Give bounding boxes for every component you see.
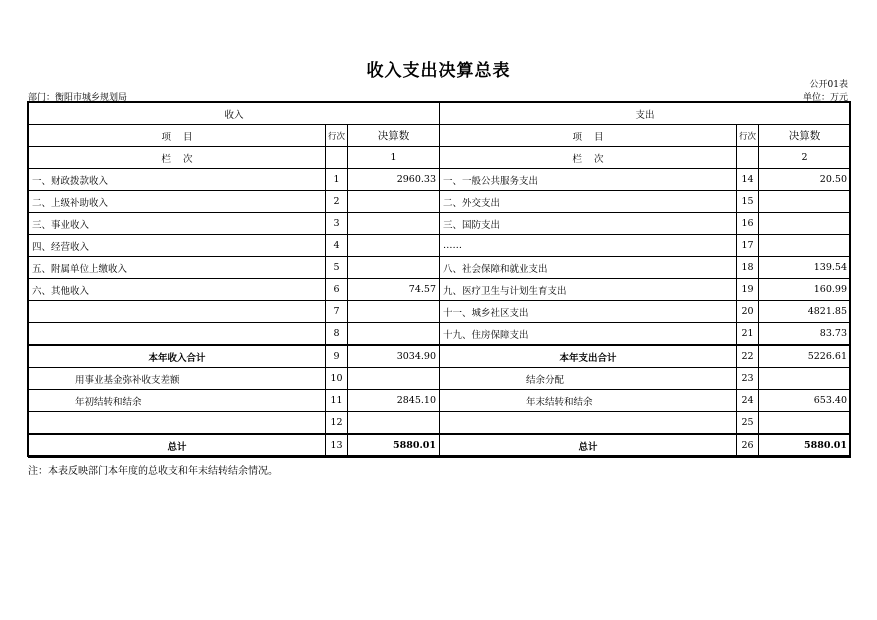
- income-amount: [348, 257, 440, 279]
- expense-row-number: 17: [737, 235, 759, 257]
- expense-item: 十九、住房保障支出: [440, 323, 737, 346]
- expense-amount: [759, 368, 851, 390]
- income-amount: [348, 213, 440, 235]
- table-row: [29, 368, 851, 390]
- expense-row-number: 15: [737, 191, 759, 213]
- income-row-number: 9: [326, 345, 348, 368]
- expense-item: [440, 412, 737, 435]
- income-item: [29, 301, 326, 323]
- expense-rowno-header: 行次: [737, 125, 759, 147]
- expense-item: 年末结转和结余: [440, 390, 737, 412]
- income-row-number: 3: [326, 213, 348, 235]
- income-col-label: 栏 次: [29, 147, 326, 169]
- income-amount: 5880.01: [348, 434, 440, 457]
- table-row: [29, 169, 851, 191]
- expense-amount: [759, 191, 851, 213]
- income-amount: 3034.90: [348, 345, 440, 368]
- income-row-number: 4: [326, 235, 348, 257]
- expense-item: 本年支出合计: [440, 345, 737, 368]
- income-amount: [348, 235, 440, 257]
- expense-row-number: 19: [737, 279, 759, 301]
- income-amount: 2960.33: [348, 169, 440, 191]
- page-title: 收入支出决算总表: [366, 61, 511, 81]
- expense-amount: 5226.61: [759, 345, 851, 368]
- income-row-number: 5: [326, 257, 348, 279]
- expense-row-number: 26: [737, 434, 759, 457]
- expense-item: 八、社会保障和就业支出: [440, 257, 737, 279]
- income-amount: 2845.10: [348, 390, 440, 412]
- budget-summary-table: [28, 102, 851, 458]
- table-row: [29, 301, 851, 323]
- form-number: 公开01表: [809, 80, 848, 90]
- expense-row-number: 23: [737, 368, 759, 390]
- income-rowno-header: 行次: [326, 125, 348, 147]
- income-item: 一、财政拨款收入: [29, 169, 326, 191]
- expense-amount: 83.73: [759, 323, 851, 346]
- expense-item: 结余分配: [440, 368, 737, 390]
- expense-col-number: 2: [759, 147, 851, 169]
- table-row: [29, 323, 851, 346]
- expense-col-empty: [737, 147, 759, 169]
- income-item: 总计: [29, 434, 326, 457]
- income-item: 四、经营收入: [29, 235, 326, 257]
- income-item: 二、上级补助收入: [29, 191, 326, 213]
- expense-amount: 20.50: [759, 169, 851, 191]
- income-row-number: 12: [326, 412, 348, 435]
- expense-item: 一、一般公共服务支出: [440, 169, 737, 191]
- income-item: [29, 323, 326, 346]
- expense-row-number: 20: [737, 301, 759, 323]
- unit-label: 单位：万元: [802, 93, 848, 103]
- expense-item: ……: [440, 235, 737, 257]
- expense-item: 九、医疗卫生与计划生育支出: [440, 279, 737, 301]
- income-item: 用事业基金弥补收支差额: [29, 368, 326, 390]
- footnote: 注：本表反映部门本年度的总收支和年末结转结余情况。: [28, 466, 278, 477]
- income-item: 五、附属单位上缴收入: [29, 257, 326, 279]
- expense-item: 三、国防支出: [440, 213, 737, 235]
- expense-row-number: 16: [737, 213, 759, 235]
- income-item: 年初结转和结余: [29, 390, 326, 412]
- income-row-number: 6: [326, 279, 348, 301]
- expense-row-number: 14: [737, 169, 759, 191]
- income-amount: [348, 191, 440, 213]
- expense-row-number: 25: [737, 412, 759, 435]
- table-row: [29, 213, 851, 235]
- income-amount: [348, 323, 440, 346]
- table-row: [29, 235, 851, 257]
- expense-item: 总计: [440, 434, 737, 457]
- income-item: 本年收入合计: [29, 345, 326, 368]
- expense-col-label: 栏 次: [440, 147, 737, 169]
- expense-amount: 653.40: [759, 390, 851, 412]
- table-row: [29, 257, 851, 279]
- income-item: [29, 412, 326, 435]
- income-amount: 74.57: [348, 279, 440, 301]
- income-amount-header: 决算数: [348, 125, 440, 147]
- income-item-header: 项 目: [29, 125, 326, 147]
- expense-row-number: 22: [737, 345, 759, 368]
- table-row: [29, 279, 851, 301]
- expense-row-number: 24: [737, 390, 759, 412]
- income-item: 六、其他收入: [29, 279, 326, 301]
- expense-amount-header: 决算数: [759, 125, 851, 147]
- table-row: [29, 191, 851, 213]
- income-amount: [348, 301, 440, 323]
- expense-amount: [759, 412, 851, 435]
- expense-amount: 5880.01: [759, 434, 851, 457]
- income-header: 收入: [29, 103, 440, 125]
- expense-item-header: 项 目: [440, 125, 737, 147]
- income-col-empty: [326, 147, 348, 169]
- expense-amount: [759, 235, 851, 257]
- table-row: [29, 412, 851, 435]
- income-row-number: 8: [326, 323, 348, 346]
- expense-amount: 4821.85: [759, 301, 851, 323]
- expense-row-number: 18: [737, 257, 759, 279]
- income-row-number: 7: [326, 301, 348, 323]
- income-row-number: 13: [326, 434, 348, 457]
- department-label: 部门：衡阳市城乡规划局: [28, 93, 128, 103]
- income-row-number: 10: [326, 368, 348, 390]
- expense-item: 二、外交支出: [440, 191, 737, 213]
- income-row-number: 1: [326, 169, 348, 191]
- income-row-number: 2: [326, 191, 348, 213]
- expense-amount: 139.54: [759, 257, 851, 279]
- table-row: [29, 390, 851, 412]
- income-col-number: 1: [348, 147, 440, 169]
- expense-amount: [759, 213, 851, 235]
- expense-amount: 160.99: [759, 279, 851, 301]
- income-amount: [348, 368, 440, 390]
- expense-row-number: 21: [737, 323, 759, 346]
- income-row-number: 11: [326, 390, 348, 412]
- table-row: [29, 345, 851, 368]
- income-item: 三、事业收入: [29, 213, 326, 235]
- income-amount: [348, 412, 440, 435]
- expense-header: 支出: [440, 103, 851, 125]
- expense-item: 十一、城乡社区支出: [440, 301, 737, 323]
- table-row: [29, 434, 851, 457]
